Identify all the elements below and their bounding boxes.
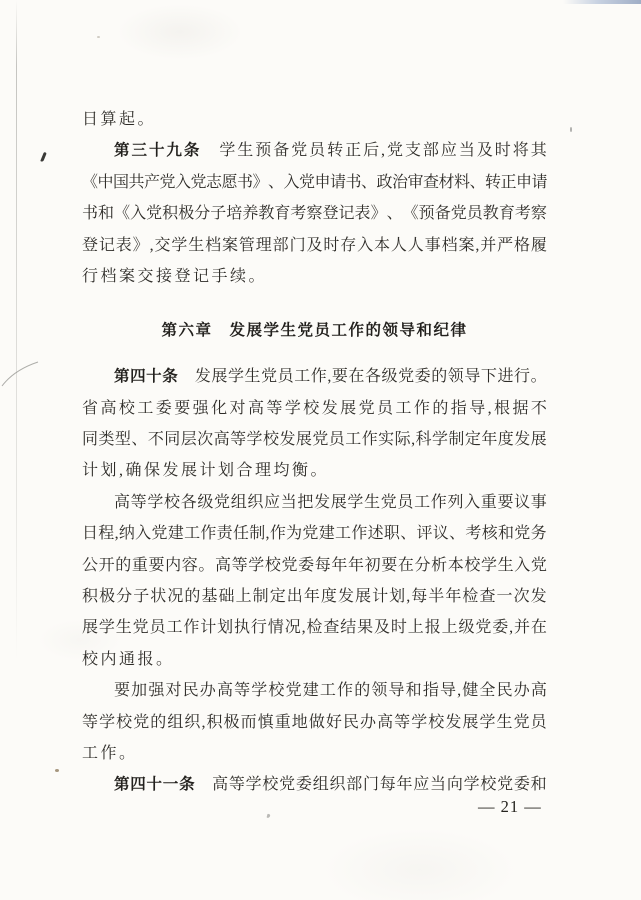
text-line: 书 和 《 入 党 积 极 分 子 培 养 教 育 考 察 登 记 表 》 、 《 预 备 党 员 教 育 考 察 bbox=[82, 205, 547, 223]
heading-text: 第六章 发展学生党员工作的领导和纪律 bbox=[161, 322, 468, 340]
text-line: 要 加 强 对 民 办 高 等 学 校 党 建 工 作 的 领 导 和 指 导 , 健 全 民 办 高 bbox=[114, 682, 547, 700]
paper-speck bbox=[55, 769, 59, 772]
text-line: 第 四 十 一 条 高 等 学 校 党 委 组 织 部 门 每 年 应 当 向 学 校 党 委 和 bbox=[114, 776, 547, 794]
paper-speck bbox=[97, 36, 100, 38]
text-line: 第 三 十 九 条 学 生 预 备 党 员 转 正 后 , 党 支 部 应 当 及 时 将 其 bbox=[114, 142, 547, 160]
text-line: 同 类 型 、 不 同 层 次 高 等 学 校 发 展 党 员 工 作 实 际 , 科 学 制 定 年 度 发 展 bbox=[82, 431, 547, 449]
text-line: 登 记 表 》 , 交 学 生 档 案 管 理 部 门 及 时 存 入 本 人 人 事 档 案 , 并 严 格 履 bbox=[82, 236, 547, 254]
chapter-heading bbox=[82, 314, 547, 345]
text-line: 日算起。 bbox=[82, 111, 157, 128]
scan-hairline-artifact bbox=[0, 352, 44, 392]
text-line: 计划,确保发展计划合理均衡。 bbox=[82, 462, 330, 480]
text-line: 等 学 校 党 的 组 织 , 积 极 而 慎 重 地 做 好 民 办 高 等 学 校 发 展 学 生 党 员 bbox=[82, 713, 547, 731]
text-line: 高 等 学 校 各 级 党 组 织 应 当 把 发 展 学 生 党 员 工 作 列 入 重 要 议 事 bbox=[114, 493, 547, 511]
text-line: 省 高 校 工 委 要 强 化 对 高 等 学 校 发 展 党 员 工 作 的 指 导 , 根 据 不 bbox=[82, 399, 547, 417]
ink-tick-mark-artifact bbox=[40, 152, 47, 162]
text-line: 积 极 分 子 状 况 的 基 础 上 制 定 出 年 度 发 展 计 划 , 每 半 年 检 查 一 次 发 bbox=[82, 587, 547, 605]
text-line: 校内通报。 bbox=[82, 650, 175, 668]
text-line: 第 四 十 条 发 展 学 生 党 员 工 作 , 要 在 各 级 党 委 的 领 导 下 进 行 。 bbox=[114, 368, 547, 386]
text-line: 《 中 国 共 产 党 入 党 志 愿 书 》 、 入 党 申 请 书 、 政 治 审 查 材 料 、 转 正 申 请 bbox=[82, 173, 548, 191]
text-line: 行档案交接登记手续。 bbox=[82, 267, 268, 285]
scan-fold-line-artifact bbox=[16, 0, 17, 660]
text-line: 工作。 bbox=[82, 744, 138, 762]
paper-speck bbox=[267, 814, 271, 819]
page-number: — 21 — bbox=[478, 797, 542, 816]
paper-speck bbox=[570, 127, 572, 132]
text-line: 公 开 的 重 要 内 容 。 高 等 学 校 党 委 每 年 年 初 要 在 分 析 本 校 学 生 入 党 bbox=[82, 556, 547, 574]
text-line: 日 程 , 纳 入 党 建 工 作 责 任 制 , 作 为 党 建 工 作 述 职 、 评 议 、 考 核 和 党 务 bbox=[82, 525, 547, 543]
scan-edge-shadow bbox=[563, 0, 641, 4]
text-line: 展 学 生 党 员 工 作 计 划 执 行 情 况 , 检 查 结 果 及 时 上 报 上 级 党 委 , 并 在 bbox=[82, 619, 547, 637]
document-text-block bbox=[82, 104, 547, 801]
